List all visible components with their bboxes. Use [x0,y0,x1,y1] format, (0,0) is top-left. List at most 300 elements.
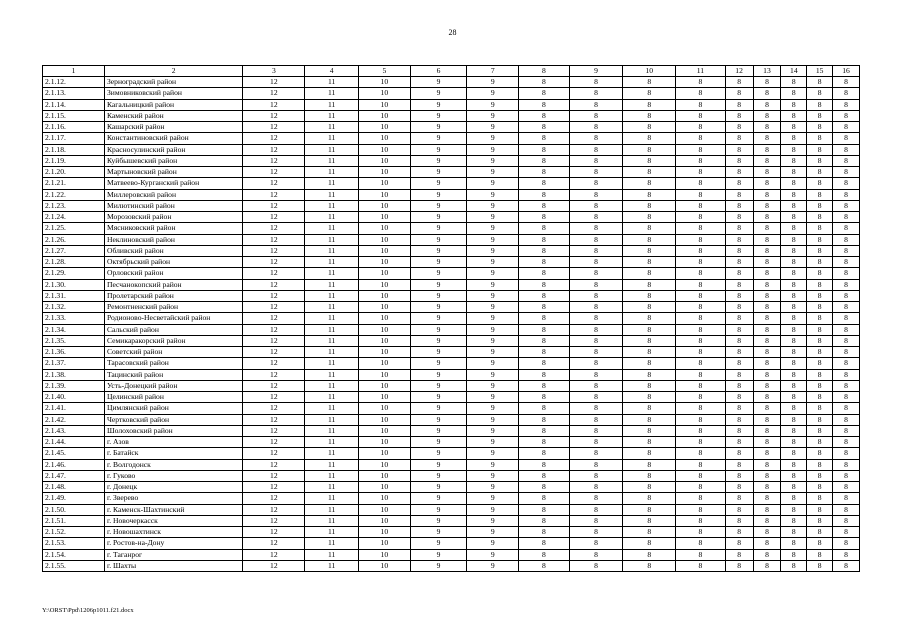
table-row [43,133,860,144]
value-cell: 8 [833,223,860,234]
value-cell: 8 [753,268,781,279]
value-cell: 8 [807,212,833,223]
value-cell: 8 [569,212,623,223]
value-cell: 8 [725,392,753,403]
value-cell: 9 [467,403,519,414]
value-cell: 10 [359,448,411,459]
value-cell: 8 [833,268,860,279]
value-cell: 8 [569,144,623,155]
value-cell: 11 [305,212,359,223]
value-cell: 9 [410,437,467,448]
value-cell: 8 [519,268,570,279]
value-cell: 8 [807,335,833,346]
table-row [43,189,860,200]
value-cell: 8 [725,335,753,346]
value-cell: 8 [807,380,833,391]
value-cell: 8 [807,369,833,380]
value-cell: 8 [519,448,570,459]
table-row [43,200,860,211]
value-cell: 8 [807,178,833,189]
value-cell: 8 [623,257,676,268]
value-cell: 12 [243,212,305,223]
value-cell: 8 [781,88,807,99]
value-cell: 9 [467,245,519,256]
value-cell: 11 [305,290,359,301]
value-cell: 8 [807,155,833,166]
value-cell: 8 [676,88,726,99]
value-cell: 8 [519,313,570,324]
value-cell: 8 [725,425,753,436]
value-cell: 12 [243,245,305,256]
value-cell: 10 [359,88,411,99]
value-cell: 12 [243,358,305,369]
row-name: г. Шахты [104,560,242,571]
value-cell: 9 [467,313,519,324]
row-number: 2.1.44. [43,437,105,448]
value-cell: 9 [410,99,467,110]
value-cell: 8 [807,560,833,571]
row-number: 2.1.30. [43,279,105,290]
value-cell: 10 [359,279,411,290]
table-row [43,302,860,313]
value-cell: 9 [410,155,467,166]
table-row [43,482,860,493]
value-cell: 8 [807,144,833,155]
value-cell: 11 [305,403,359,414]
table-row [43,347,860,358]
value-cell: 12 [243,302,305,313]
table-row [43,77,860,88]
value-cell: 10 [359,77,411,88]
value-cell: 8 [833,448,860,459]
value-cell: 8 [623,245,676,256]
value-cell: 8 [623,189,676,200]
row-number: 2.1.19. [43,155,105,166]
value-cell: 12 [243,549,305,560]
value-cell: 8 [569,482,623,493]
value-cell: 8 [753,392,781,403]
value-cell: 11 [305,167,359,178]
row-number: 2.1.22. [43,189,105,200]
value-cell: 9 [467,167,519,178]
row-number: 2.1.34. [43,324,105,335]
value-cell: 12 [243,133,305,144]
table-row [43,155,860,166]
value-cell: 9 [410,358,467,369]
value-cell: 12 [243,324,305,335]
row-number: 2.1.45. [43,448,105,459]
value-cell: 8 [569,448,623,459]
value-cell: 8 [676,155,726,166]
table-row [43,245,860,256]
value-cell: 11 [305,470,359,481]
value-cell: 12 [243,223,305,234]
value-cell: 8 [519,437,570,448]
value-cell: 10 [359,527,411,538]
row-number: 2.1.14. [43,99,105,110]
value-cell: 8 [725,88,753,99]
table-row [43,560,860,571]
value-cell: 10 [359,313,411,324]
value-cell: 8 [519,504,570,515]
value-cell: 9 [410,313,467,324]
value-cell: 8 [519,200,570,211]
value-cell: 8 [676,347,726,358]
value-cell: 12 [243,268,305,279]
value-cell: 8 [725,167,753,178]
value-cell: 8 [569,178,623,189]
value-cell: 8 [807,448,833,459]
row-number: 2.1.15. [43,110,105,121]
value-cell: 9 [467,212,519,223]
value-cell: 8 [807,437,833,448]
row-name: Константиновский район [104,133,242,144]
value-cell: 8 [676,144,726,155]
value-cell: 8 [781,302,807,313]
value-cell: 8 [676,527,726,538]
value-cell: 11 [305,448,359,459]
value-cell: 10 [359,178,411,189]
value-cell: 9 [467,527,519,538]
value-cell: 8 [569,414,623,425]
value-cell: 9 [467,290,519,301]
value-cell: 8 [781,437,807,448]
value-cell: 11 [305,347,359,358]
value-cell: 8 [833,88,860,99]
value-cell: 8 [676,448,726,459]
row-name: Орловский район [104,268,242,279]
value-cell: 8 [623,459,676,470]
value-cell: 11 [305,99,359,110]
value-cell: 8 [676,482,726,493]
value-cell: 11 [305,369,359,380]
value-cell: 8 [569,470,623,481]
value-cell: 9 [410,245,467,256]
value-cell: 8 [753,88,781,99]
value-cell: 8 [781,212,807,223]
value-cell: 12 [243,380,305,391]
value-cell: 8 [781,245,807,256]
value-cell: 8 [725,560,753,571]
value-cell: 8 [753,223,781,234]
value-cell: 8 [676,538,726,549]
value-cell: 8 [753,245,781,256]
value-cell: 9 [410,504,467,515]
value-cell: 10 [359,99,411,110]
value-cell: 11 [305,459,359,470]
value-cell: 11 [305,493,359,504]
row-number: 2.1.53. [43,538,105,549]
value-cell: 8 [569,560,623,571]
value-cell: 8 [569,88,623,99]
value-cell: 8 [519,302,570,313]
value-cell: 8 [676,414,726,425]
value-cell: 8 [569,122,623,133]
value-cell: 8 [833,189,860,200]
value-cell: 8 [781,347,807,358]
table-row [43,324,860,335]
value-cell: 8 [623,144,676,155]
value-cell: 9 [467,538,519,549]
value-cell: 9 [467,504,519,515]
value-cell: 8 [676,110,726,121]
value-cell: 8 [519,493,570,504]
value-cell: 8 [569,549,623,560]
value-cell: 8 [725,133,753,144]
value-cell: 8 [623,515,676,526]
row-number: 2.1.23. [43,200,105,211]
value-cell: 9 [467,178,519,189]
value-cell: 8 [753,189,781,200]
value-cell: 9 [410,189,467,200]
value-cell: 11 [305,425,359,436]
value-cell: 8 [753,167,781,178]
value-cell: 8 [725,358,753,369]
value-cell: 8 [807,358,833,369]
value-cell: 8 [519,178,570,189]
value-cell: 9 [410,88,467,99]
table-row [43,178,860,189]
value-cell: 8 [753,212,781,223]
value-cell: 8 [519,257,570,268]
value-cell: 8 [807,245,833,256]
value-cell: 8 [519,392,570,403]
value-cell: 8 [519,403,570,414]
value-cell: 8 [781,549,807,560]
value-cell: 8 [807,527,833,538]
row-name: Каменский район [104,110,242,121]
value-cell: 8 [725,470,753,481]
value-cell: 8 [623,403,676,414]
value-cell: 11 [305,234,359,245]
value-cell: 8 [807,538,833,549]
value-cell: 8 [725,482,753,493]
value-cell: 8 [676,380,726,391]
value-cell: 9 [410,167,467,178]
row-name: Морозовский район [104,212,242,223]
value-cell: 8 [781,99,807,110]
value-cell: 8 [725,459,753,470]
value-cell: 8 [807,88,833,99]
value-cell: 10 [359,515,411,526]
value-cell: 8 [725,110,753,121]
value-cell: 9 [410,527,467,538]
row-name: Обливский район [104,245,242,256]
value-cell: 9 [410,302,467,313]
value-cell: 8 [807,290,833,301]
table-row [43,425,860,436]
value-cell: 11 [305,313,359,324]
table-row [43,335,860,346]
value-cell: 8 [725,515,753,526]
value-cell: 8 [725,437,753,448]
value-cell: 9 [410,425,467,436]
value-cell: 10 [359,200,411,211]
value-cell: 8 [753,369,781,380]
value-cell: 8 [753,470,781,481]
value-cell: 8 [781,155,807,166]
value-cell: 8 [676,493,726,504]
value-cell: 8 [623,279,676,290]
value-cell: 10 [359,155,411,166]
value-cell: 8 [753,234,781,245]
table-row [43,549,860,560]
value-cell: 8 [569,527,623,538]
value-cell: 12 [243,122,305,133]
value-cell: 8 [676,99,726,110]
value-cell: 12 [243,234,305,245]
value-cell: 8 [623,268,676,279]
value-cell: 11 [305,122,359,133]
value-cell: 8 [753,122,781,133]
value-cell: 8 [833,347,860,358]
value-cell: 11 [305,268,359,279]
value-cell: 8 [753,155,781,166]
value-cell: 8 [519,234,570,245]
value-cell: 10 [359,189,411,200]
value-cell: 8 [833,459,860,470]
value-cell: 8 [725,279,753,290]
value-cell: 10 [359,358,411,369]
value-cell: 8 [569,279,623,290]
value-cell: 8 [623,122,676,133]
value-cell: 9 [467,358,519,369]
value-cell: 8 [569,223,623,234]
row-name: г. Азов [104,437,242,448]
row-number: 2.1.47. [43,470,105,481]
value-cell: 8 [676,392,726,403]
value-cell: 8 [623,167,676,178]
value-cell: 8 [725,347,753,358]
value-cell: 8 [725,504,753,515]
value-cell: 9 [410,234,467,245]
value-cell: 9 [467,470,519,481]
value-cell: 8 [781,257,807,268]
value-cell: 8 [833,358,860,369]
row-number: 2.1.16. [43,122,105,133]
value-cell: 8 [753,110,781,121]
value-cell: 10 [359,268,411,279]
value-cell: 8 [676,459,726,470]
value-cell: 8 [519,358,570,369]
value-cell: 8 [753,302,781,313]
value-cell: 11 [305,414,359,425]
value-cell: 8 [753,133,781,144]
row-number: 2.1.13. [43,88,105,99]
row-number: 2.1.46. [43,459,105,470]
value-cell: 8 [569,515,623,526]
value-cell: 9 [467,257,519,268]
value-cell: 10 [359,110,411,121]
value-cell: 8 [569,290,623,301]
column-header: 6 [410,66,467,77]
value-cell: 8 [833,538,860,549]
value-cell: 12 [243,290,305,301]
value-cell: 8 [519,212,570,223]
value-cell: 8 [623,200,676,211]
value-cell: 8 [753,347,781,358]
value-cell: 9 [467,279,519,290]
row-name: Песчанокопский район [104,279,242,290]
value-cell: 8 [623,324,676,335]
value-cell: 12 [243,515,305,526]
value-cell: 8 [676,122,726,133]
value-cell: 9 [467,347,519,358]
value-cell: 8 [725,99,753,110]
row-number: 2.1.18. [43,144,105,155]
value-cell: 9 [410,403,467,414]
value-cell: 8 [676,504,726,515]
row-name: Кашарский район [104,122,242,133]
value-cell: 8 [833,482,860,493]
value-cell: 8 [781,560,807,571]
row-name: г. Новочеркасск [104,515,242,526]
value-cell: 8 [676,167,726,178]
row-number: 2.1.50. [43,504,105,515]
value-cell: 8 [781,403,807,414]
value-cell: 8 [676,560,726,571]
column-header: 1 [43,66,105,77]
value-cell: 8 [725,234,753,245]
value-cell: 9 [410,448,467,459]
value-cell: 8 [833,425,860,436]
row-name: Зимовниковский район [104,88,242,99]
value-cell: 8 [807,200,833,211]
value-cell: 9 [467,122,519,133]
value-cell: 9 [467,324,519,335]
row-number: 2.1.43. [43,425,105,436]
value-cell: 8 [725,144,753,155]
value-cell: 8 [807,347,833,358]
value-cell: 12 [243,470,305,481]
value-cell: 8 [725,549,753,560]
row-name: Шолоховский район [104,425,242,436]
value-cell: 12 [243,155,305,166]
value-cell: 8 [781,482,807,493]
value-cell: 8 [807,324,833,335]
value-cell: 8 [623,414,676,425]
value-cell: 8 [753,515,781,526]
row-number: 2.1.28. [43,257,105,268]
value-cell: 9 [467,223,519,234]
value-cell: 8 [833,302,860,313]
table-row [43,88,860,99]
table-row [43,223,860,234]
table-row [43,493,860,504]
value-cell: 8 [833,200,860,211]
header-row [43,66,860,77]
value-cell: 9 [467,380,519,391]
value-cell: 8 [623,110,676,121]
value-cell: 8 [833,403,860,414]
value-cell: 8 [781,414,807,425]
value-cell: 8 [519,515,570,526]
row-number: 2.1.20. [43,167,105,178]
value-cell: 9 [467,448,519,459]
row-number: 2.1.42. [43,414,105,425]
value-cell: 8 [725,369,753,380]
value-cell: 10 [359,493,411,504]
value-cell: 9 [410,392,467,403]
value-cell: 8 [569,167,623,178]
value-cell: 9 [467,459,519,470]
value-cell: 8 [781,493,807,504]
value-cell: 8 [519,369,570,380]
row-name: Октябрьский район [104,257,242,268]
value-cell: 9 [410,122,467,133]
value-cell: 8 [725,245,753,256]
value-cell: 11 [305,437,359,448]
